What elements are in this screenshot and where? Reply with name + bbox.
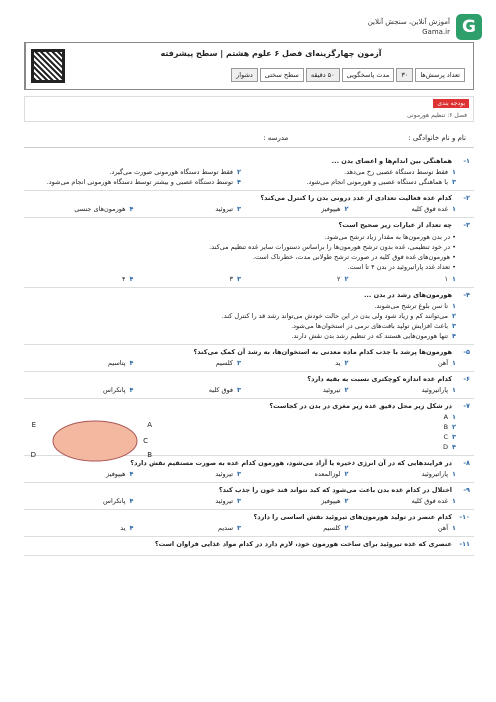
question-text: چه تعداد از عبارات زیر صحیح است؟ (338, 221, 452, 229)
question (24, 510, 474, 537)
question-number: ۲- (463, 194, 470, 202)
school-label: مدرسه : (263, 133, 289, 142)
brand-line1: آموزش آنلاین، سنجش آنلاین (367, 18, 450, 26)
question (24, 537, 474, 556)
stat-value: ۳۰ (396, 68, 413, 82)
option[interactable] (243, 275, 349, 283)
option-number: ۲ (344, 470, 349, 478)
statement: • تعداد غدد پاراتیروئید در بدن ۴ تا است. (347, 263, 456, 271)
option-number: ۳ (237, 275, 241, 283)
option[interactable] (351, 386, 457, 394)
option-number: ۳ (237, 524, 241, 532)
options (28, 497, 470, 505)
exam-info (69, 43, 473, 89)
brain-diagram (30, 417, 160, 467)
topic-box (24, 96, 474, 122)
option-text: C (443, 433, 449, 441)
option-number: ۴ (129, 497, 134, 505)
question (24, 218, 474, 288)
option[interactable] (351, 205, 457, 213)
options (28, 168, 470, 186)
option-number: ۱ (452, 359, 456, 367)
option-text: تیروئید (322, 386, 341, 394)
figure-label: C (143, 437, 148, 445)
option-text: A (443, 413, 449, 421)
question-head (28, 540, 470, 548)
question-head (28, 402, 470, 410)
option[interactable] (136, 275, 242, 283)
option-text: فقط توسط دستگاه هورمونی صورت می‌گیرد. (109, 168, 234, 176)
option[interactable] (28, 497, 134, 505)
question (24, 345, 474, 372)
option-text: D (443, 443, 449, 451)
stat-label: تعداد پرسش‌ها (415, 68, 465, 82)
option-text: فقط توسط دستگاه عصبی رخ می‌دهد. (344, 168, 449, 176)
option-number: ۳ (452, 178, 456, 186)
option-number: ۱ (452, 497, 456, 505)
question-number: ۱- (463, 157, 470, 165)
option-number: ۳ (452, 433, 456, 441)
option-number: ۳ (237, 205, 241, 213)
option-number: ۲ (344, 497, 349, 505)
question-number: ۷- (463, 402, 470, 410)
option[interactable] (136, 359, 242, 367)
option-text: کلسیم (215, 359, 234, 367)
option-text: تیروئید (215, 205, 234, 213)
question-number: ۳- (463, 221, 470, 229)
question-head (28, 221, 470, 229)
option-text: پاراتیروئید (421, 470, 449, 478)
option-text: هیپوفیز (106, 470, 126, 478)
stat-value: دشوار (231, 68, 258, 82)
options (28, 205, 470, 213)
option-text: تیروئید (215, 470, 234, 478)
topic-badge: بودجه بندی (433, 99, 469, 108)
question-number: ۵- (463, 348, 470, 356)
option-text: هیپوفیز (321, 205, 341, 213)
option[interactable] (136, 470, 242, 478)
option-number: ۳ (237, 470, 241, 478)
option-text: تنها هورمون‌هایی هستند که در تنظیم رشد بدن نقش دارند. (291, 332, 449, 340)
option-text: کلسیم (323, 524, 341, 532)
option-number: ۴ (129, 470, 134, 478)
exam-stats (77, 68, 465, 82)
question-head (28, 348, 470, 356)
options (28, 359, 470, 367)
option-text: ۳ (229, 275, 234, 283)
option-text: می‌توانند کم و زیاد شود ولی بدن در این حالت خودش می‌تواند رشد قد را کنترل کند. (221, 312, 449, 320)
option-number: ۱ (452, 524, 456, 532)
option[interactable] (28, 178, 241, 186)
option-text: B (443, 423, 449, 431)
option-text: لوزالمعده (314, 470, 341, 478)
question-text: کدام غده اندازه کوچکتری نسبت به بقیه دارد؟ (307, 375, 452, 383)
option[interactable] (28, 524, 134, 532)
exam-header (24, 42, 474, 90)
option[interactable] (243, 524, 349, 532)
question-text: کدام عنصر در تولید هورمون‌های تیروئید نقش اساسی را دارد؟ (253, 513, 452, 521)
brand (368, 14, 482, 40)
figure-label: D (30, 451, 36, 459)
option[interactable] (351, 359, 457, 367)
option[interactable] (136, 524, 242, 532)
question-text: عنصری که غده تیروئید برای ساخت هورمون خود، لازم دارد در کدام مواد غذایی فراوان است؟ (154, 540, 452, 548)
option-number: ۴ (129, 386, 134, 394)
stat-label: سطح سختی (260, 68, 304, 82)
option-number: ۴ (452, 332, 456, 340)
option-text: پاراتیروئید (421, 386, 449, 394)
option-number: ۱ (452, 386, 456, 394)
option-text: آهن (437, 524, 449, 532)
question-number: ۶- (463, 375, 470, 383)
statement: • در خود تنظیمی، غده بدون ترشح هورمون‌ها را براساس دستورات سایر غده تنظیم می‌کند. (209, 243, 456, 251)
option[interactable] (243, 359, 349, 367)
qr-code (25, 43, 69, 89)
option[interactable] (243, 168, 456, 176)
option-number: ۳ (452, 322, 456, 330)
question-number: ۱۱- (459, 540, 470, 548)
option-number: ۱ (452, 275, 456, 283)
question-head (28, 291, 470, 299)
options (28, 302, 470, 340)
option[interactable] (28, 332, 456, 340)
option-number: ۲ (344, 386, 349, 394)
student-info (24, 128, 474, 148)
stat-label: مدت پاسخگویی (342, 68, 395, 82)
option-text: ۲ (337, 275, 341, 283)
question (24, 483, 474, 510)
figure-label: A (147, 421, 152, 429)
question-number: ۴- (463, 291, 470, 299)
option-text: تا سن بلوغ ترشح می‌شوند. (374, 302, 449, 310)
option-number: ۲ (452, 312, 456, 320)
question-number: ۹- (463, 486, 470, 494)
exam-title: آزمون چهارگزینه‌ای فصل ۶ علوم هشتم | سطح پیشرفته (160, 49, 382, 58)
option-number: ۲ (344, 205, 349, 213)
statement: • در بدن هورمون‌ها به مقدار زیاد ترشح می‌شود. (324, 233, 456, 241)
statements (28, 232, 470, 272)
option[interactable] (136, 497, 242, 505)
option-number: ۲ (344, 275, 349, 283)
option-number: ۴ (129, 205, 134, 213)
option-text: پانکراس (103, 386, 126, 394)
option[interactable] (243, 497, 349, 505)
option-text: ۱ (444, 275, 449, 283)
option-text: ۴ (122, 275, 126, 283)
option[interactable] (243, 386, 349, 394)
option[interactable] (243, 205, 349, 213)
option[interactable] (28, 275, 134, 283)
brand-text (368, 17, 450, 37)
option-number: ۴ (237, 178, 241, 186)
options (28, 386, 470, 394)
option[interactable] (28, 205, 134, 213)
question-number: ۸- (463, 459, 470, 467)
question-text: اختلال در کدام غده بدن باعث می‌شود که کبد نتواند قند خون را جذب کند؟ (218, 486, 452, 494)
figure-label: E (31, 421, 36, 429)
question-text: هماهنگی بین اندام‌ها و اعضای بدن ... (331, 157, 452, 165)
option-number: ۲ (237, 168, 241, 176)
option-number: ۴ (129, 275, 134, 283)
figure-label: B (147, 451, 152, 459)
question-text: کدام غده فعالیت تعدادی از غدد درونی بدن را کنترل می‌کند؟ (260, 194, 452, 202)
option-number: ۲ (452, 423, 456, 431)
option-text: ید (335, 359, 341, 367)
option[interactable] (351, 497, 457, 505)
statement: • هورمون‌های غده فوق کلیه در صورت ترشح طولانی مدت، خطرناک است. (252, 253, 456, 261)
option-text: هیپوفیز (321, 497, 341, 505)
topic-text: فصل ۶: تنظیم هورمونی (407, 112, 467, 119)
question-head (28, 513, 470, 521)
option-text: هورمون‌های جنسی (74, 205, 126, 213)
option[interactable] (28, 302, 456, 310)
option-text: پتاسیم (108, 359, 126, 367)
question-text: در شکل زیر محل دقیق غده زیر مغزی در بدن در کجاست؟ (269, 402, 452, 410)
option-number: ۱ (452, 470, 456, 478)
option[interactable] (351, 524, 457, 532)
questions-list (24, 154, 474, 556)
question-head (28, 194, 470, 202)
option-number: ۲ (344, 524, 349, 532)
question-head (28, 157, 470, 165)
option-text: ید (120, 524, 126, 532)
option-number: ۱ (452, 205, 456, 213)
question-text: در فرایندهایی که در آن انرژی ذخیره یا آزاد می‌شود، هورمون کدام غده به صورت مستقیم نقش دارد؟ (130, 459, 452, 467)
option-text: فوق کلیه (208, 386, 234, 394)
option-text: باعث افزایش تولید بافت‌های نرمی در استخوان‌ها می‌شود. (291, 322, 449, 330)
name-label: نام و نام خانوادگی : (408, 133, 466, 142)
option[interactable] (136, 386, 242, 394)
option[interactable] (28, 386, 134, 394)
option-number: ۱ (452, 302, 456, 310)
options (28, 470, 470, 478)
question-text: هورمون‌ها پرشد با جذب کدام ماده معدنی به استخوان‌ها، به رشد آن کمک می‌کند؟ (193, 348, 452, 356)
option-text: غده فوق کلیه (411, 497, 449, 505)
option-number: ۱ (452, 168, 456, 176)
question (24, 288, 474, 345)
stat-value: ۵۰ دقیقه (306, 68, 340, 82)
question (24, 372, 474, 399)
option-text: تیروئید (215, 497, 234, 505)
option-text: توسط دستگاه عصبی و بیشتر توسط دستگاه هورمونی انجام می‌شود. (46, 178, 234, 186)
option-text: پانکراس (103, 497, 126, 505)
brain-shape (53, 421, 137, 461)
option-number: ۳ (237, 386, 241, 394)
option[interactable] (351, 275, 457, 283)
question-number: ۱۰- (459, 513, 470, 521)
option-text: غده فوق کلیه (411, 205, 449, 213)
option[interactable] (243, 470, 349, 478)
question-text: هورمون‌های رشد در بدن ... (363, 291, 452, 299)
option[interactable] (243, 178, 456, 186)
option-text: آهن (437, 359, 449, 367)
option[interactable] (28, 168, 241, 176)
option[interactable] (136, 205, 242, 213)
option-number: ۳ (237, 359, 241, 367)
option-number: ۳ (237, 497, 241, 505)
option[interactable] (351, 470, 457, 478)
option-text: سدیم (218, 524, 234, 532)
option-number: ۴ (452, 443, 456, 451)
brand-line2: Gama.ir (422, 28, 450, 36)
option[interactable] (28, 470, 134, 478)
question-head (28, 375, 470, 383)
question (24, 154, 474, 191)
option-number: ۴ (129, 359, 134, 367)
option-number: ۲ (344, 359, 349, 367)
option[interactable] (28, 359, 134, 367)
option[interactable] (28, 322, 456, 330)
option-text: با هماهنگی دستگاه عصبی و هورمونی انجام می‌شود. (306, 178, 449, 186)
question-head (28, 486, 470, 494)
question (24, 191, 474, 218)
question (24, 399, 474, 459)
qr-code-icon (31, 49, 65, 83)
option-number: ۴ (129, 524, 134, 532)
gama-logo-icon: G (456, 14, 482, 40)
options (28, 524, 470, 532)
option[interactable] (28, 312, 456, 320)
option-number: ۱ (452, 413, 456, 421)
options (28, 275, 470, 283)
